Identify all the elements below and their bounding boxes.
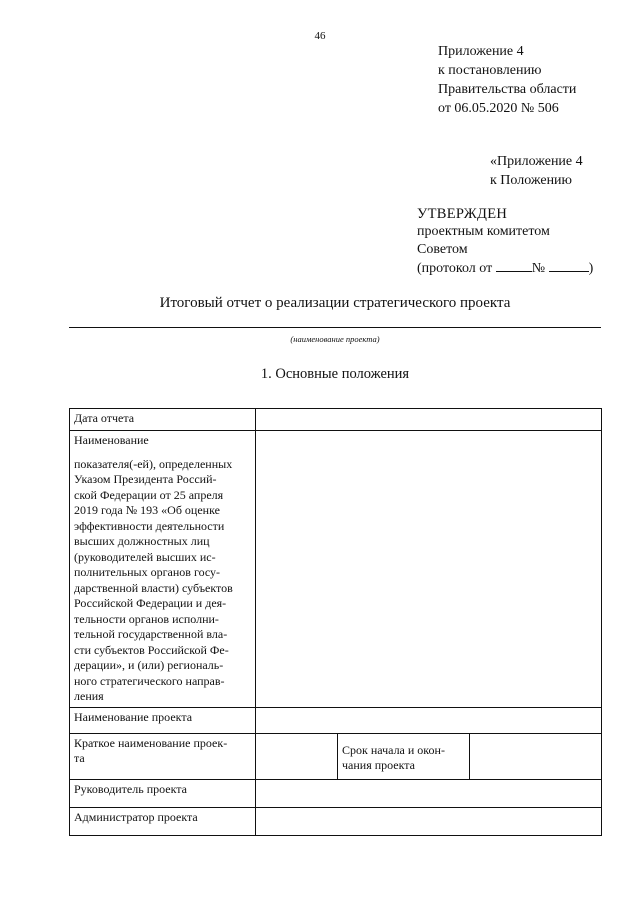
annex-regulation-line: к Положению bbox=[490, 173, 573, 188]
indicator-line: дарственной власти) субъектов bbox=[74, 580, 233, 595]
project-name-line bbox=[69, 327, 601, 328]
term-value bbox=[470, 733, 602, 779]
protocol-number-sign: № bbox=[531, 261, 546, 276]
indicator-line: ления bbox=[74, 689, 104, 703]
indicator-line: Российской Федерации и дея- bbox=[74, 596, 227, 610]
indicator-line: Указом Президента Россий- bbox=[74, 472, 217, 486]
section-heading: 1. Основные положения bbox=[260, 366, 410, 382]
approval-line: Советом bbox=[417, 242, 468, 257]
annex-header bbox=[438, 42, 576, 118]
indicator-name-heading: Наименование bbox=[74, 433, 149, 447]
annex-regulation-line: «Приложение 4 bbox=[490, 154, 583, 169]
table-row bbox=[70, 431, 602, 708]
annex-line: к постановлению bbox=[438, 63, 542, 78]
approval-protocol bbox=[417, 259, 593, 278]
indicator-name-value bbox=[256, 431, 602, 708]
annex-line: Приложение 4 bbox=[438, 44, 524, 59]
table-row bbox=[70, 807, 602, 835]
indicator-line: тельности органов исполни- bbox=[74, 611, 219, 626]
project-administrator-label: Администратор проекта bbox=[70, 807, 256, 835]
indicator-line: дерации», и (или) региональ- bbox=[74, 658, 224, 672]
annex-to-regulation bbox=[490, 152, 583, 190]
short-name-line: Краткое наименование проек- bbox=[74, 735, 228, 750]
term-line: Срок начала и окон- bbox=[342, 742, 445, 757]
project-administrator-value bbox=[256, 807, 602, 835]
project-leader-label: Руководитель проекта bbox=[70, 779, 256, 807]
approval-block bbox=[417, 205, 593, 278]
table-row bbox=[70, 707, 602, 733]
protocol-suffix: ) bbox=[588, 261, 594, 276]
table-row bbox=[70, 779, 602, 807]
protocol-date-blank bbox=[496, 259, 532, 272]
indicator-line: ской Федерации от 25 апреля bbox=[74, 487, 224, 502]
protocol-prefix: (протокол от bbox=[417, 261, 493, 276]
project-name-caption: (наименование проекта) bbox=[290, 334, 380, 344]
annex-line: от 06.05.2020 № 506 bbox=[438, 101, 559, 116]
spacer bbox=[74, 449, 251, 457]
indicator-line: (руководителей высших ис- bbox=[74, 549, 216, 564]
indicator-line: эффективности деятельности bbox=[74, 518, 225, 533]
indicator-name-label bbox=[70, 431, 256, 708]
table-row bbox=[70, 733, 602, 779]
indicator-line: полнительных органов госу- bbox=[74, 565, 221, 579]
approval-title: УТВЕРЖДЕН bbox=[417, 206, 508, 222]
short-name-value bbox=[256, 733, 338, 779]
indicator-line: показателя(-ей), определенных bbox=[74, 456, 233, 471]
report-date-value bbox=[256, 409, 602, 431]
approval-line: проектным комитетом bbox=[417, 224, 550, 239]
short-name-label bbox=[70, 733, 256, 779]
annex-line: Правительства области bbox=[438, 82, 577, 97]
term-label bbox=[338, 733, 470, 779]
main-positions-table bbox=[69, 408, 602, 836]
indicator-line: ного стратегического направ- bbox=[74, 673, 225, 688]
indicator-line: высших должностных лиц bbox=[74, 534, 210, 548]
project-name-value bbox=[256, 707, 602, 733]
short-name-line: та bbox=[74, 751, 85, 765]
project-leader-value bbox=[256, 779, 602, 807]
indicator-line: сти субъектов Российской Фе- bbox=[74, 642, 229, 657]
page-number: 46 bbox=[314, 30, 326, 42]
project-name-label: Наименование проекта bbox=[70, 707, 256, 733]
report-date-label: Дата отчета bbox=[70, 409, 256, 431]
indicator-line: 2019 года № 193 «Об оценке bbox=[74, 503, 220, 517]
report-title: Итоговый отчет о реализации стратегического проекта bbox=[159, 295, 511, 311]
protocol-number-blank bbox=[549, 259, 589, 272]
term-line: чания проекта bbox=[342, 758, 416, 772]
table-row bbox=[70, 409, 602, 431]
indicator-line: тельной государственной вла- bbox=[74, 627, 228, 641]
